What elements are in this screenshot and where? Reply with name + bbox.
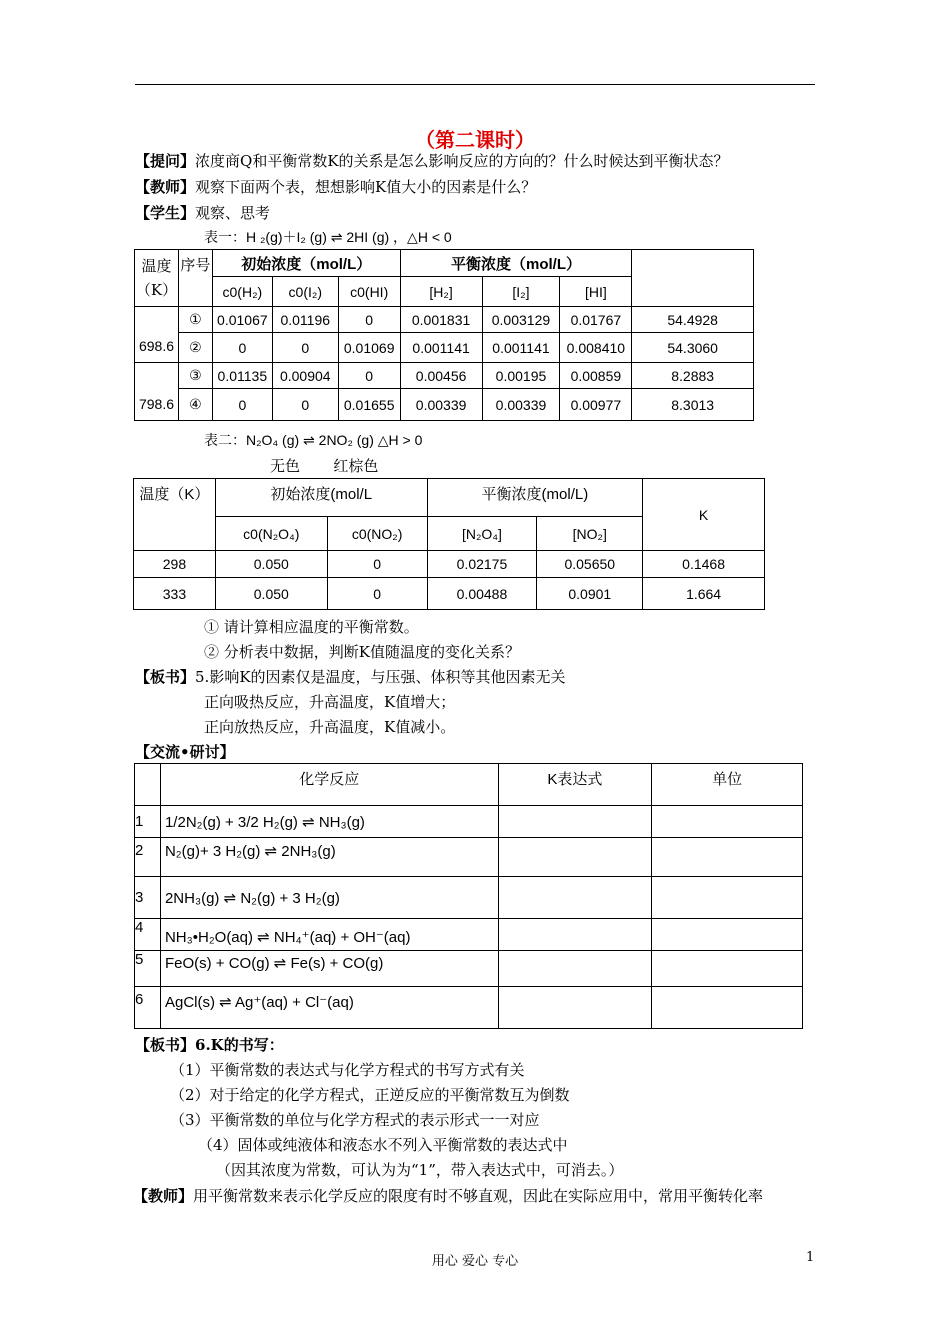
teacher-text: 观察下面两个表，想想影响K值大小的因素是什么？ — [195, 178, 537, 196]
board-line-1 — [135, 666, 566, 687]
t1-sub-header: c0(HI) — [338, 277, 400, 307]
table-row — [135, 307, 754, 333]
t3-reaction: AgCl(s) ⇌ Ag⁺(aq) + Cl⁻(aq) — [160, 987, 498, 1029]
t1-temp-cell: 698.6 — [135, 307, 179, 363]
t1-seq-cell: ② — [178, 333, 212, 363]
t2-cell: 0 — [327, 578, 427, 610]
t2-cell: 333 — [134, 578, 216, 610]
t2-cell: 0 — [327, 551, 427, 578]
board-tag: 【板书】 — [135, 668, 196, 686]
t1-cell: 0.00339 — [482, 389, 560, 421]
t1-sub-header: [HI] — [560, 277, 632, 307]
table-row — [135, 877, 803, 919]
t1-cell: 54.4928 — [632, 307, 754, 333]
t3-unit-cell[interactable] — [652, 919, 803, 951]
t2-sub-header: c0(NO₂) — [327, 517, 427, 551]
t1-cell: 0.003129 — [482, 307, 560, 333]
t1-cell: 0 — [338, 307, 400, 333]
t3-num: 5 — [135, 951, 161, 987]
t3-k-cell[interactable] — [498, 951, 652, 987]
t3-k-cell[interactable] — [498, 987, 652, 1029]
board-line-2: 正向吸热反应，升高温度，K值增大； — [204, 693, 456, 711]
t1-header-equilibrium: 平衡浓度（mol/L） — [400, 250, 632, 277]
t3-reaction: NH₃•H₂O(aq) ⇌ NH₄⁺(aq) + OH⁻(aq) — [160, 919, 498, 951]
t3-k-cell[interactable] — [498, 806, 652, 838]
t2-cell: 0.0901 — [537, 578, 643, 610]
t1-cell: 0.01655 — [338, 389, 400, 421]
t3-unit-cell[interactable] — [652, 806, 803, 838]
teacher-text: 用平衡常数来表示化学反应的限度有时不够直观，因此在实际应用中，常用平衡转化率 — [193, 1187, 764, 1205]
t3-unit-cell[interactable] — [652, 877, 803, 919]
header-rule — [135, 84, 815, 85]
table-row — [135, 951, 803, 987]
rule-3: （3）平衡常数的单位与化学方程式的表示形式一一对应 — [170, 1111, 540, 1129]
board-text: 6.K的书写： — [195, 1036, 284, 1054]
t3-num: 4 — [135, 919, 161, 951]
table-row — [134, 551, 765, 578]
t3-header-k-expression: K表达式 — [498, 764, 652, 806]
t1-cell: 0.00456 — [400, 363, 482, 389]
t3-k-cell[interactable] — [498, 838, 652, 877]
t3-reaction: N₂(g)+ 3 H₂(g) ⇌ 2NH₃(g) — [160, 838, 498, 877]
t2-sub-header: [NO₂] — [537, 517, 643, 551]
t1-cell: 0 — [212, 389, 272, 421]
t2-cell: 0.1468 — [643, 551, 765, 578]
task-2: ② 分析表中数据，判断K值随温度的变化关系？ — [204, 643, 520, 661]
t1-cell: 0.00859 — [560, 363, 632, 389]
t2-header-k: K — [643, 479, 765, 551]
t3-k-cell[interactable] — [498, 877, 652, 919]
page-footer: 用心 爱心 专心 — [431, 1254, 519, 1269]
question-text: 浓度商Q和平衡常数K的关系是怎么影响反应的方向的？什么时候达到平衡状态？ — [195, 152, 729, 170]
t3-reaction: 1/2N₂(g) + 3/2 H₂(g) ⇌ NH₃(g) — [160, 806, 498, 838]
t1-cell: 8.3013 — [632, 389, 754, 421]
t2-cell: 1.664 — [643, 578, 765, 610]
t1-header-seq: 序号 — [178, 250, 212, 307]
teacher-tag: 【教师】 — [135, 178, 196, 196]
t1-cell: 0.00904 — [272, 363, 338, 389]
t3-reaction: 2NH₃(g) ⇌ N₂(g) + 3 H₂(g) — [160, 877, 498, 919]
t1-sub-header: [I₂] — [482, 277, 560, 307]
student-tag: 【学生】 — [135, 204, 196, 222]
t1-seq-cell: ④ — [178, 389, 212, 421]
table3 — [134, 763, 803, 1029]
discussion-heading: 【交流•研讨】 — [135, 743, 235, 761]
t1-cell: 0.00339 — [400, 389, 482, 421]
board-line-4 — [135, 1034, 284, 1055]
table-row — [135, 806, 803, 838]
table-row — [135, 838, 803, 877]
t1-header-temp: 温度（K） — [135, 250, 179, 307]
rule-4-note: （因其浓度为常数，可认为为“1”，带入表达式中，可消去。） — [216, 1161, 624, 1179]
t1-cell: 54.3060 — [632, 333, 754, 363]
t1-seq-cell: ① — [178, 307, 212, 333]
t3-unit-cell[interactable] — [652, 951, 803, 987]
t3-unit-cell[interactable] — [652, 838, 803, 877]
student-line — [135, 202, 270, 223]
t2-cell: 0.02175 — [427, 551, 537, 578]
t2-cell: 0.050 — [215, 551, 327, 578]
table2 — [133, 478, 765, 610]
t1-cell: 0.01067 — [212, 307, 272, 333]
board-tag: 【板书】 — [135, 1036, 196, 1054]
table-row — [135, 987, 803, 1029]
t2-header-equilibrium: 平衡浓度(mol/L) — [427, 479, 643, 517]
t1-cell: 0.00977 — [560, 389, 632, 421]
t1-cell: 0.01135 — [212, 363, 272, 389]
t1-seq-cell: ③ — [178, 363, 212, 389]
question-tag: 【提问】 — [135, 152, 196, 170]
t1-temp-cell: 798.6 — [135, 363, 179, 421]
board-text: 5.影响K的因素仅是温度，与压强、体积等其他因素无关 — [195, 668, 566, 686]
task-1: ① 请计算相应温度的平衡常数。 — [204, 618, 419, 636]
table1-caption: 表一：H ₂(g)＋I₂ (g) ⇌ 2HI (g) ，△H < 0 — [204, 229, 452, 245]
t1-header-initial: 初始浓度（mol/L） — [212, 250, 400, 277]
table-row — [135, 333, 754, 363]
t3-num: 3 — [135, 877, 161, 919]
page-number: 1 — [806, 1250, 815, 1265]
t1-sub-header: [H₂] — [400, 277, 482, 307]
t1-header-k — [632, 250, 754, 307]
t1-cell: 0 — [272, 333, 338, 363]
t3-header-unit: 单位 — [652, 764, 803, 806]
student-text: 观察、思考 — [195, 204, 271, 222]
t2-header-initial: 初始浓度(mol/L — [215, 479, 427, 517]
t2-sub-header: c0(N₂O₄) — [215, 517, 327, 551]
table-row — [135, 919, 803, 951]
t1-cell: 0.001141 — [482, 333, 560, 363]
table-row — [135, 363, 754, 389]
table2-caption: 表二：N₂O₄ (g) ⇌ 2NO₂ (g) △H > 0 — [204, 432, 423, 448]
t3-unit-cell[interactable] — [652, 987, 803, 1029]
t1-cell: 0 — [212, 333, 272, 363]
t3-num: 6 — [135, 987, 161, 1029]
table-row — [135, 389, 754, 421]
t2-cell: 0.050 — [215, 578, 327, 610]
teacher-end-line — [133, 1185, 763, 1206]
t3-header-num — [135, 764, 161, 806]
t2-header-temp: 温度（K） — [134, 479, 216, 551]
t2-sub-header: [N₂O₄] — [427, 517, 537, 551]
rule-2: （2）对于给定的化学方程式，正逆反应的平衡常数互为倒数 — [170, 1086, 570, 1104]
table2-colors: 无色 红棕色 — [270, 457, 379, 475]
t1-cell: 0 — [272, 389, 338, 421]
teacher-line — [135, 176, 536, 197]
rule-4: （4）固体或纯液体和液态水不列入平衡常数的表达式中 — [198, 1136, 568, 1154]
t1-cell: 0.01767 — [560, 307, 632, 333]
t3-header-reaction: 化学反应 — [160, 764, 498, 806]
table1 — [134, 249, 754, 421]
t1-cell: 0.01069 — [338, 333, 400, 363]
table-row — [134, 578, 765, 610]
t1-cell: 8.2883 — [632, 363, 754, 389]
t1-cell: 0 — [338, 363, 400, 389]
t1-cell: 0.008410 — [560, 333, 632, 363]
t3-k-cell[interactable] — [498, 919, 652, 951]
t2-cell: 0.00488 — [427, 578, 537, 610]
t3-reaction: FeO(s) + CO(g) ⇌ Fe(s) + CO(g) — [160, 951, 498, 987]
lesson-title: （第二课时） — [415, 128, 535, 152]
t1-sub-header: c0(I₂) — [272, 277, 338, 307]
t3-num: 2 — [135, 838, 161, 877]
t1-cell: 0.00195 — [482, 363, 560, 389]
t3-num: 1 — [135, 806, 161, 838]
t1-cell: 0.001141 — [400, 333, 482, 363]
board-line-3: 正向放热反应，升高温度，K值减小。 — [204, 718, 456, 736]
rule-1: （1）平衡常数的表达式与化学方程式的书写方式有关 — [170, 1061, 525, 1079]
t2-cell: 0.05650 — [537, 551, 643, 578]
t2-cell: 298 — [134, 551, 216, 578]
question-line — [135, 150, 729, 171]
t1-cell: 0.001831 — [400, 307, 482, 333]
teacher-tag: 【教师】 — [133, 1187, 194, 1205]
t1-cell: 0.01196 — [272, 307, 338, 333]
t1-sub-header: c0(H₂) — [212, 277, 272, 307]
